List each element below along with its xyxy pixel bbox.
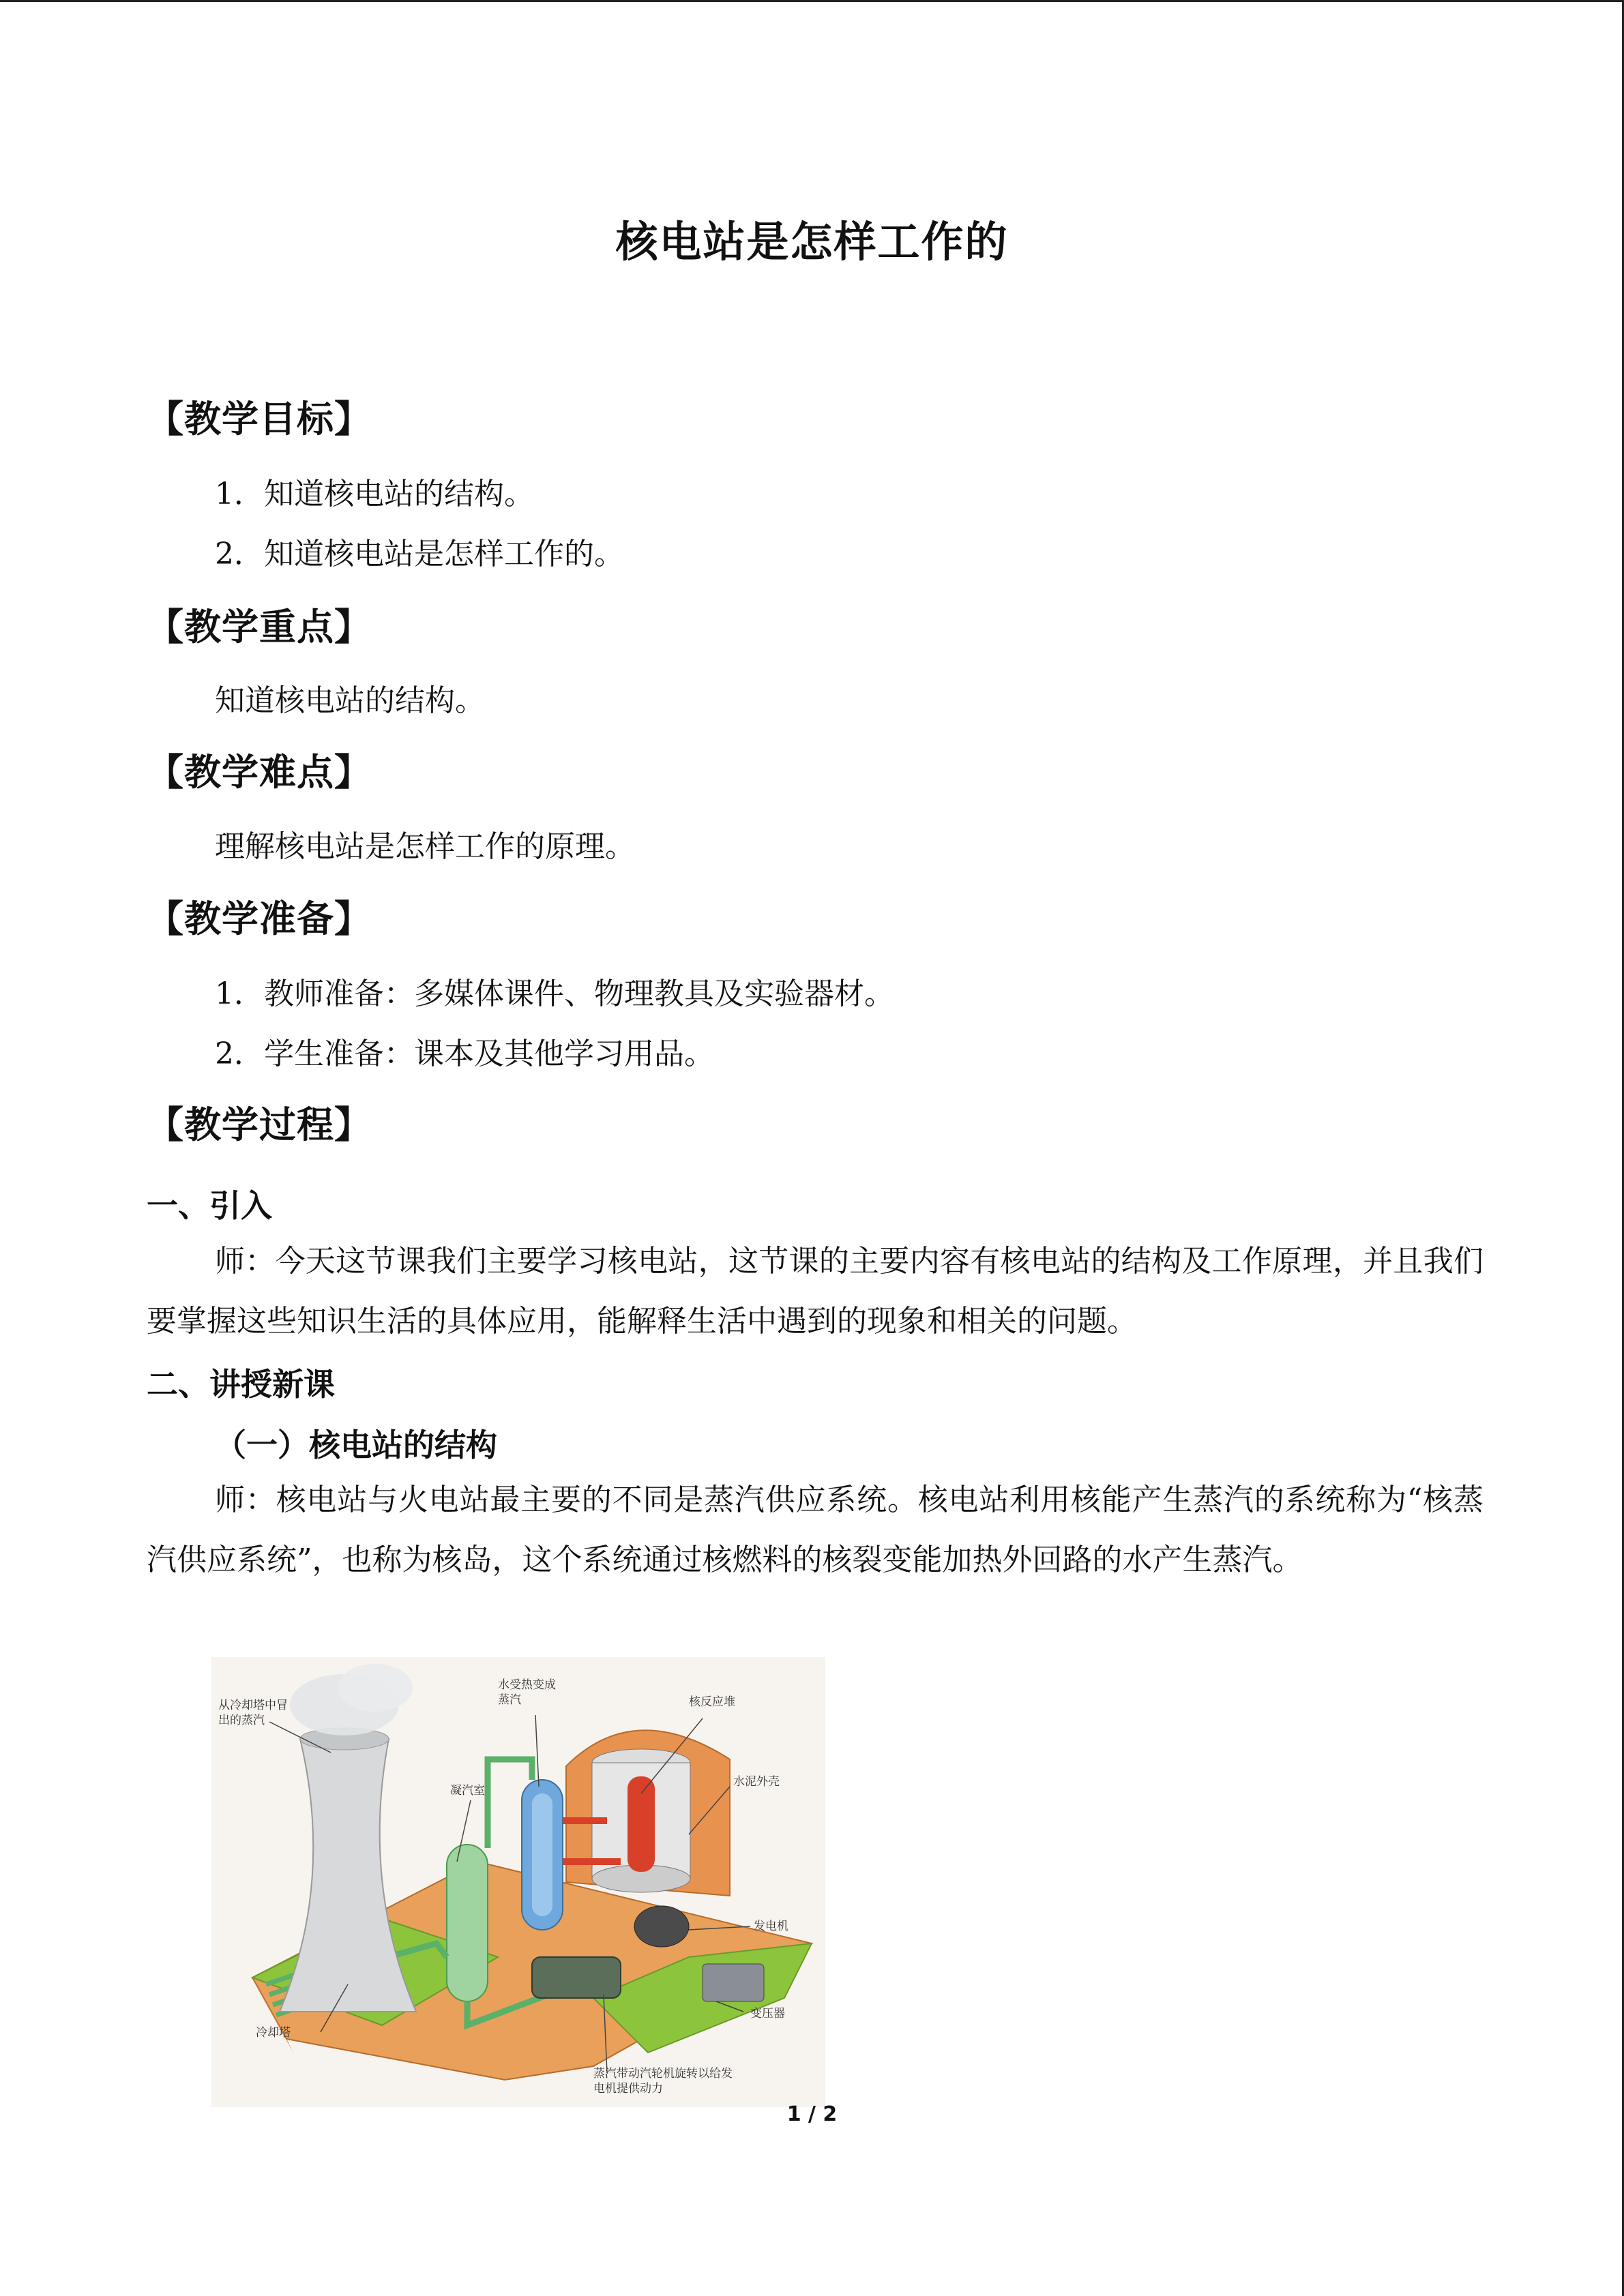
section-heading-key-points: 【教学重点】 bbox=[147, 606, 372, 648]
difficulties-text: 理解核电站是怎样工作的原理。 bbox=[215, 829, 635, 864]
page-border-top bbox=[0, 0, 1624, 2]
section-heading-difficulties: 【教学难点】 bbox=[147, 751, 372, 794]
document-title: 核电站是怎样工作的 bbox=[615, 217, 1009, 267]
objective-item-1: 1．知道核电站的结构。 bbox=[215, 477, 534, 511]
label-condenser: 凝汽室 bbox=[450, 1784, 485, 1798]
part1-heading: 一、引入 bbox=[147, 1187, 272, 1224]
label-generator: 发电机 bbox=[754, 1920, 788, 1933]
part2-heading: 二、讲授新课 bbox=[147, 1366, 335, 1403]
sub1-paragraph: 师：核电站与火电站最主要的不同是蒸汽供应系统。核电站利用核能产生蒸汽的系统称为“核蒸汽供应系统”，也称为核岛，这个系统通过核燃料的核裂变能加热外回路的水产生蒸汽。 bbox=[147, 1482, 1483, 1577]
section-heading-process: 【教学过程】 bbox=[147, 1103, 372, 1146]
label-reactor: 核反应堆 bbox=[689, 1695, 735, 1709]
label-cooling-tower: 冷却塔 bbox=[256, 2026, 291, 2040]
nuclear-plant-figure bbox=[211, 1657, 825, 2107]
label-turbine: 蒸汽带动汽轮机旋转以给发电机提供动力 bbox=[593, 2067, 733, 2096]
label-water-heated: 水受热变成蒸汽 bbox=[498, 1678, 556, 1707]
part1-paragraph: 师：今天这节课我们主要学习核电站，这节课的主要内容有核电站的结构及工作原理，并且我们要掌握这些知识生活的具体应用，能解释生活中遇到的现象和相关的问题。 bbox=[147, 1244, 1483, 1339]
key-points-text: 知道核电站的结构。 bbox=[215, 683, 485, 718]
objective-item-2: 2．知道核电站是怎样工作的。 bbox=[215, 537, 624, 571]
sub1-heading: （一）核电站的结构 bbox=[215, 1427, 497, 1463]
section-heading-objectives: 【教学目标】 bbox=[147, 398, 372, 441]
label-cooling-steam: 从冷却塔中冒出的蒸汽 bbox=[218, 1699, 288, 1727]
page-number: 1 / 2 bbox=[786, 2102, 838, 2126]
nuclear-plant-illustration bbox=[211, 1657, 825, 2107]
label-concrete-shell: 水泥外壳 bbox=[733, 1775, 780, 1789]
label-transformer: 变压器 bbox=[750, 2007, 785, 2021]
section-heading-preparation: 【教学准备】 bbox=[147, 897, 372, 940]
preparation-item-2: 2．学生准备：课本及其他学习用品。 bbox=[215, 1037, 714, 1071]
preparation-item-1: 1．教师准备：多媒体课件、物理教具及实验器材。 bbox=[215, 976, 894, 1011]
